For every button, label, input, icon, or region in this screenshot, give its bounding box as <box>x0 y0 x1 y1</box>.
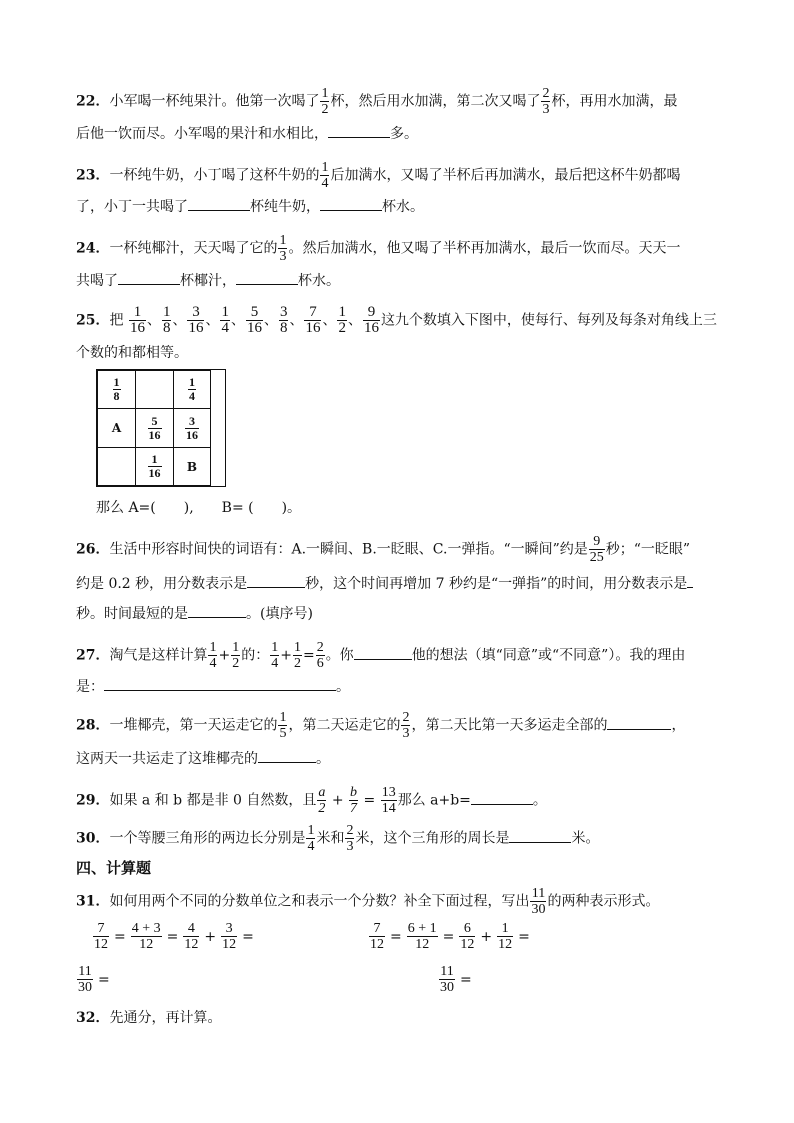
question-text: 杯水。 <box>382 199 424 215</box>
question-text: 后他一饮而尽。小军喝的果汁和水相比， <box>76 126 328 142</box>
fraction: $\frac{1}{4}$ <box>209 640 217 671</box>
fraction: $\frac{6 + 1}{12}$ <box>407 921 437 952</box>
question-text: 淘气是这样计算 <box>109 647 208 664</box>
question-29-line: 29．如果 a 和 b 都是非 0 自然数，且 $\frac{a}{2}$ + $\frac{b}{7}$ = $\frac{13}{14}$ 那么 a+b= 。 <box>76 785 547 816</box>
fraction: $\frac{1}{4}$ <box>271 640 279 671</box>
grid-cell <box>135 447 174 486</box>
fraction: $\frac{1}{3}$ <box>279 233 287 264</box>
grid-cell <box>97 370 136 409</box>
question-25-line-1: 25．把 $\frac{1}{16}$ 、 $\frac{1}{8}$ 、 $\frac{3}{16}$ 、 $\frac{1}{4}$ 、 $\frac{5}{16}$ 、 $\frac{3}{8}$ 、 $\frac{7}{16}$ 、 $\frac{1}{2}$ 、 $\frac{9}{16}$ 这九个数填入下图中，使每行、每列及每条对角线上三 <box>76 304 717 336</box>
question-text: 。(填序号) <box>246 606 313 622</box>
fraction: $\frac{2}{3}$ <box>402 710 410 741</box>
question-text: 那么 a+b= <box>397 792 471 809</box>
question-30-line <box>76 823 599 854</box>
question-23-line-2 <box>76 196 424 217</box>
calc-left-line-2[interactable]: $\frac{11}{30}$ = <box>78 964 110 995</box>
question-text: 生活中形容时间快的词语有：A.一瞬间、B.一眨眼、C.一弹指。“一瞬间”约是 <box>109 541 588 558</box>
question-22-line-1 <box>76 86 677 117</box>
answer-blank[interactable] <box>509 828 571 843</box>
question-text: 共喝了 <box>76 273 118 289</box>
grid-cell <box>135 370 174 409</box>
answer-blank[interactable] <box>328 123 390 138</box>
question-number: 26． <box>76 541 110 558</box>
question-text: 。然后加满水，他又喝了半杯再加满水，最后一饮而尽。天天一 <box>288 240 681 257</box>
fraction: $\frac{1}{4}$ <box>321 160 329 191</box>
fraction: $\frac{2}{6}$ <box>316 640 324 671</box>
fraction: $\frac{4}{12}$ <box>184 921 199 952</box>
answer-blank[interactable] <box>236 270 298 285</box>
fraction: $\frac{9}{16}$ <box>363 304 379 336</box>
answer-blank[interactable] <box>188 603 246 618</box>
question-text: 约是 0.2 秒，用分数表示是 <box>76 576 248 592</box>
question-text: 如果 a 和 b 都是非 0 自然数，且 <box>109 792 317 809</box>
question-text: 杯，然后用水加满，第二次又喝了 <box>330 93 541 110</box>
answer-blank[interactable] <box>687 573 693 588</box>
fraction: $\frac{3}{16}$ <box>188 304 204 336</box>
answer-blank[interactable] <box>104 676 336 691</box>
answer-blank[interactable] <box>320 196 382 211</box>
question-text: 这两天一共运走了这堆椰壳的 <box>76 751 258 767</box>
question-25-line-2 <box>76 343 188 363</box>
calc-left-line-1: $\frac{7}{12}$ = $\frac{4 + 3}{12}$ = $\frac{4}{12}$ + $\frac{3}{12}$ = <box>94 921 254 952</box>
question-text: 秒，这个时间再增加 7 秒约是“一弹指”的时间，用分数表示是 <box>305 576 688 592</box>
question-number: 29． <box>76 792 110 809</box>
question-26-line-2 <box>76 573 693 594</box>
fraction: $\frac{13}{14}$ <box>381 785 396 816</box>
question-28-line-2 <box>76 748 330 769</box>
fraction: $\frac{7}{12}$ <box>94 921 108 952</box>
question-text: ，第二天运走它的 <box>288 717 401 734</box>
fraction: $\frac{5}{16}$ <box>246 304 262 336</box>
calc-right-line-1: $\frac{7}{12}$ = $\frac{6 + 1}{12}$ = $\frac{6}{12}$ + $\frac{1}{12}$ = <box>370 921 530 952</box>
grid-cell <box>97 447 136 486</box>
answer-blank[interactable] <box>118 270 180 285</box>
fraction: $\frac{1}{4}$ <box>307 823 315 854</box>
question-text: 秒。时间最短的是 <box>76 606 188 622</box>
question-text: 杯，再用水加满，最 <box>551 93 678 110</box>
answer-blank[interactable] <box>258 748 316 763</box>
question-text: 米和 <box>316 830 345 847</box>
fraction: $\frac{b}{7}$ <box>350 785 358 816</box>
question-number: 28． <box>76 717 110 734</box>
answer-blank[interactable] <box>247 573 305 588</box>
answer-blank[interactable] <box>471 790 533 805</box>
question-text: 。 <box>532 792 547 809</box>
question-text: 。 <box>316 751 330 767</box>
fraction: $\frac{a}{2}$ <box>318 785 326 816</box>
question-number: 31． <box>76 893 110 910</box>
fraction: $\frac{1}{8}$ <box>162 304 171 336</box>
question-number: 30． <box>76 830 110 847</box>
question-text: 他的想法（填“同意”或“不同意”）。我的理由 <box>411 647 686 664</box>
fraction: $\frac{1}{4}$ <box>221 304 229 336</box>
answer-blank[interactable] <box>354 645 412 660</box>
grid-cell-b <box>173 447 211 486</box>
question-number: 32． <box>76 1010 110 1026</box>
question-32-line <box>76 1008 221 1028</box>
question-text: ， <box>671 717 686 734</box>
question-31-line <box>76 886 659 917</box>
fraction: $\frac{11}{30}$ <box>440 964 454 995</box>
question-text: 了，小丁一共喝了 <box>76 199 188 215</box>
magic-square-grid <box>96 369 226 487</box>
question-26-line-1 <box>76 534 690 565</box>
fraction: $\frac{3}{8}$ <box>279 304 288 336</box>
question-text: 一杯纯牛奶，小丁喝了这杯牛奶的 <box>109 167 320 184</box>
fraction: $\frac{1}{2}$ <box>232 640 240 671</box>
question-text: 米。 <box>571 830 600 847</box>
fraction: $\frac{1}{2}$ <box>338 304 346 336</box>
question-text: 杯椰汁， <box>180 273 236 289</box>
question-text: 的： <box>241 647 270 664</box>
fraction: $\frac{2}{3}$ <box>542 86 550 117</box>
fraction: $\frac{1}{16}$ <box>148 452 161 480</box>
question-text: 杯水。 <box>298 273 340 289</box>
fraction: $\frac{1}{5}$ <box>279 710 287 741</box>
fraction: $\frac{7}{16}$ <box>305 304 321 336</box>
fraction: $\frac{3}{16}$ <box>186 413 198 442</box>
fraction: $\frac{9}{25}$ <box>589 534 604 565</box>
fraction: $\frac{1}{2}$ <box>321 86 329 117</box>
question-number: 25． <box>76 312 110 329</box>
question-number: 24． <box>76 240 110 257</box>
section-heading: 四、计算题 <box>76 859 152 877</box>
question-text: 一堆椰壳，第一天运走它的 <box>109 717 278 734</box>
question-text: 米，这个三角形的周长是 <box>355 830 510 847</box>
question-number: 22． <box>76 93 110 110</box>
question-text: ，第二天比第一天多运走全部的 <box>411 717 608 734</box>
question-text: 如何用两个不同的分数单位之和表示一个分数？补全下面过程，写出 <box>109 893 530 910</box>
fraction: $\frac{1}{8}$ <box>113 375 120 403</box>
question-text: 是： <box>76 679 104 695</box>
question-28-line-1 <box>76 710 685 741</box>
question-text: 杯纯牛奶， <box>250 199 320 215</box>
fraction: $\frac{5}{16}$ <box>148 413 161 442</box>
fraction: $\frac{1}{16}$ <box>129 304 145 336</box>
fraction: $\frac{1}{2}$ <box>293 640 301 671</box>
question-number: 23． <box>76 167 110 184</box>
fraction: $\frac{4 + 3}{12}$ <box>131 921 161 952</box>
fraction: $\frac{11}{30}$ <box>531 886 546 917</box>
cell-label: B <box>186 459 198 474</box>
question-text: 先通分，再计算。 <box>109 1010 222 1026</box>
fraction: $\frac{1}{12}$ <box>498 921 513 952</box>
question-text: 多。 <box>390 126 418 142</box>
calc-right-line-2[interactable]: $\frac{11}{30}$ = <box>440 964 472 995</box>
fraction: $\frac{1}{4}$ <box>189 375 195 403</box>
question-22-line-2 <box>76 123 418 144</box>
grid-cell <box>173 408 211 448</box>
answer-blank[interactable] <box>607 715 671 730</box>
answer-blank[interactable] <box>188 196 250 211</box>
question-text: 小军喝一杯纯果汁。他第一次喝了 <box>109 93 320 110</box>
fraction: $\frac{11}{30}$ <box>78 964 92 995</box>
fraction: $\frac{7}{12}$ <box>370 921 384 952</box>
question-text: 个数的和都相等。 <box>76 345 188 361</box>
fraction: $\frac{3}{12}$ <box>222 921 237 952</box>
answer-text[interactable]: 那么 A=( ), B= ( )。 <box>96 500 302 516</box>
grid-cell <box>173 370 211 409</box>
grid-cell-a <box>97 408 136 448</box>
question-text: 一个等腰三角形的两边长分别是 <box>109 830 306 847</box>
question-23-line-1 <box>76 160 680 191</box>
fraction: $\frac{6}{12}$ <box>460 921 475 952</box>
question-24-line-2 <box>76 270 340 291</box>
question-text: 后加满水，又喝了半杯后再加满水，最后把这杯牛奶都喝 <box>330 167 681 184</box>
question-26-line-3 <box>76 603 313 624</box>
question-text: 的两种表示形式。 <box>547 893 660 910</box>
question-text: 这九个数填入下图中，使每行、每列及每条对角线上三 <box>380 312 717 329</box>
question-text: 把 <box>109 312 124 329</box>
question-27-line-1: 27．淘气是这样计算 $\frac{1}{4}$ + $\frac{1}{2}$ 的： $\frac{1}{4}$ + $\frac{1}{2}$ = $\frac{2}{6}$ 。你 他的想法（填“同意”或“不同意”）。我的理由 <box>76 640 686 671</box>
question-27-line-2 <box>76 676 350 697</box>
question-text: 一杯纯椰汁，天天喝了它的 <box>109 240 278 257</box>
question-24-line-1 <box>76 233 680 264</box>
question-number: 27． <box>76 647 110 664</box>
question-text: 。你 <box>325 647 354 664</box>
question-text: 。 <box>336 679 350 695</box>
grid-cell <box>135 408 174 448</box>
question-text: 秒；“一眨眼” <box>605 541 691 558</box>
question-25-answer <box>96 498 301 518</box>
cell-label: A <box>111 421 122 435</box>
fraction: $\frac{2}{3}$ <box>346 823 354 854</box>
